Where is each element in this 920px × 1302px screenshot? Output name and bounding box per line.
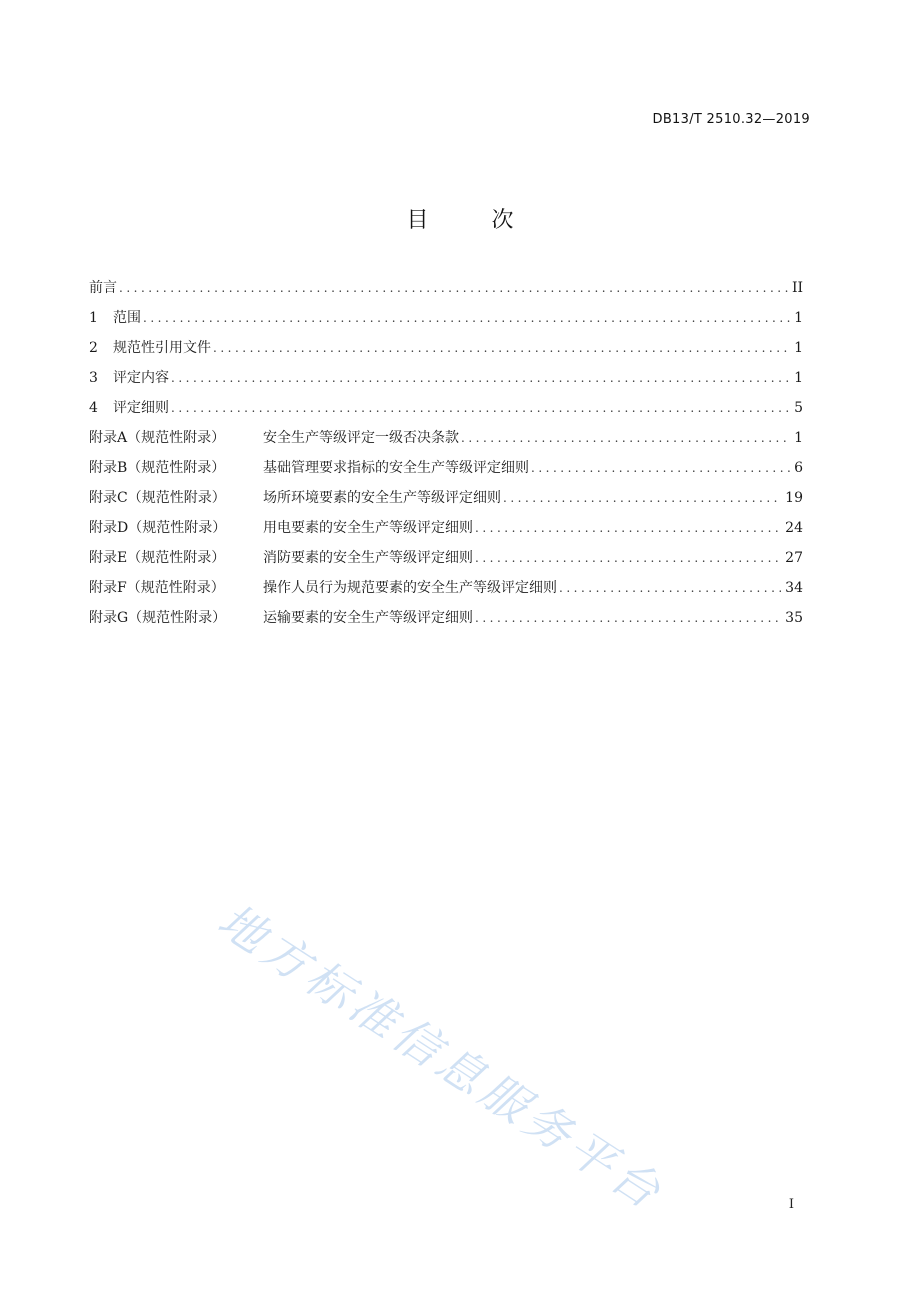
toc-appendix-prefix: 附录F（规范性附录） [89,580,225,596]
toc-entry-appendix-b[interactable] [89,458,803,488]
toc-appendix-prefix: 附录E（规范性附录） [89,550,226,566]
toc-entry-page: 24 [785,520,803,536]
toc-entry-label: 消防要素的安全生产等级评定细则 [263,550,473,566]
toc-entry-page: 6 [794,460,803,476]
toc-entry-appendix-g[interactable] [89,608,803,638]
toc-entry-label: 基础管理要求指标的安全生产等级评定细则 [263,460,529,476]
table-of-contents [89,278,803,638]
toc-leader-dots [461,428,790,448]
toc-entry-number: 3 [89,370,98,386]
toc-leader-dots [559,578,781,598]
toc-entry-label: 前言 [89,280,117,296]
toc-appendix-prefix: 附录C（规范性附录） [89,490,226,506]
toc-leader-dots [171,368,790,388]
toc-leader-dots [119,278,788,298]
toc-entry-number: 1 [89,310,98,326]
toc-entry-appendix-e[interactable] [89,548,803,578]
toc-entry-label: 场所环境要素的安全生产等级评定细则 [263,490,501,506]
toc-entry-foreword[interactable] [89,278,803,308]
toc-entry-page: II [791,280,803,296]
toc-entry-label: 范围 [113,310,141,326]
toc-entry-label: 评定内容 [113,370,169,386]
toc-appendix-prefix: 附录G（规范性附录） [89,610,227,626]
toc-entry-label: 运输要素的安全生产等级评定细则 [263,610,473,626]
toc-title: 目 次 [406,208,542,233]
toc-leader-dots [531,458,790,478]
page-number: I [788,1197,794,1212]
toc-entry-page: 5 [794,400,803,416]
document-code: DB13/T 2510.32—2019 [652,112,810,127]
toc-entry-page: 1 [794,430,803,446]
watermark: 地方标准信息服务平台 [208,892,675,1222]
toc-leader-dots [503,488,781,508]
toc-entry-assessment-content[interactable] [89,368,803,398]
toc-leader-dots [213,338,790,358]
toc-entry-appendix-a[interactable] [89,428,803,458]
toc-entry-page: 34 [785,580,803,596]
toc-appendix-prefix: 附录B（规范性附录） [89,460,226,476]
toc-entry-page: 27 [785,550,803,566]
toc-entry-page: 1 [794,310,803,326]
toc-entry-normative-references[interactable] [89,338,803,368]
toc-entry-appendix-f[interactable] [89,578,803,608]
toc-entry-label: 评定细则 [113,400,169,416]
toc-entry-page: 35 [785,610,803,626]
toc-entry-appendix-c[interactable] [89,488,803,518]
toc-appendix-prefix: 附录A（规范性附录） [89,430,226,446]
toc-entry-scope[interactable] [89,308,803,338]
toc-entry-page: 19 [785,490,803,506]
toc-entry-label: 用电要素的安全生产等级评定细则 [263,520,473,536]
toc-appendix-prefix: 附录D（规范性附录） [89,520,227,536]
toc-entry-label: 安全生产等级评定一级否决条款 [263,430,459,446]
toc-entry-number: 4 [89,400,98,416]
toc-leader-dots [171,398,790,418]
toc-entry-label: 操作人员行为规范要素的安全生产等级评定细则 [263,580,557,596]
toc-entry-page: 1 [794,340,803,356]
toc-entry-label: 规范性引用文件 [113,340,211,356]
toc-entry-page: 1 [794,370,803,386]
toc-leader-dots [475,548,781,568]
toc-leader-dots [475,518,781,538]
toc-entry-number: 2 [89,340,98,356]
toc-entry-appendix-d[interactable] [89,518,803,548]
toc-entry-assessment-rules[interactable] [89,398,803,428]
toc-leader-dots [143,308,790,328]
toc-leader-dots [475,608,781,628]
